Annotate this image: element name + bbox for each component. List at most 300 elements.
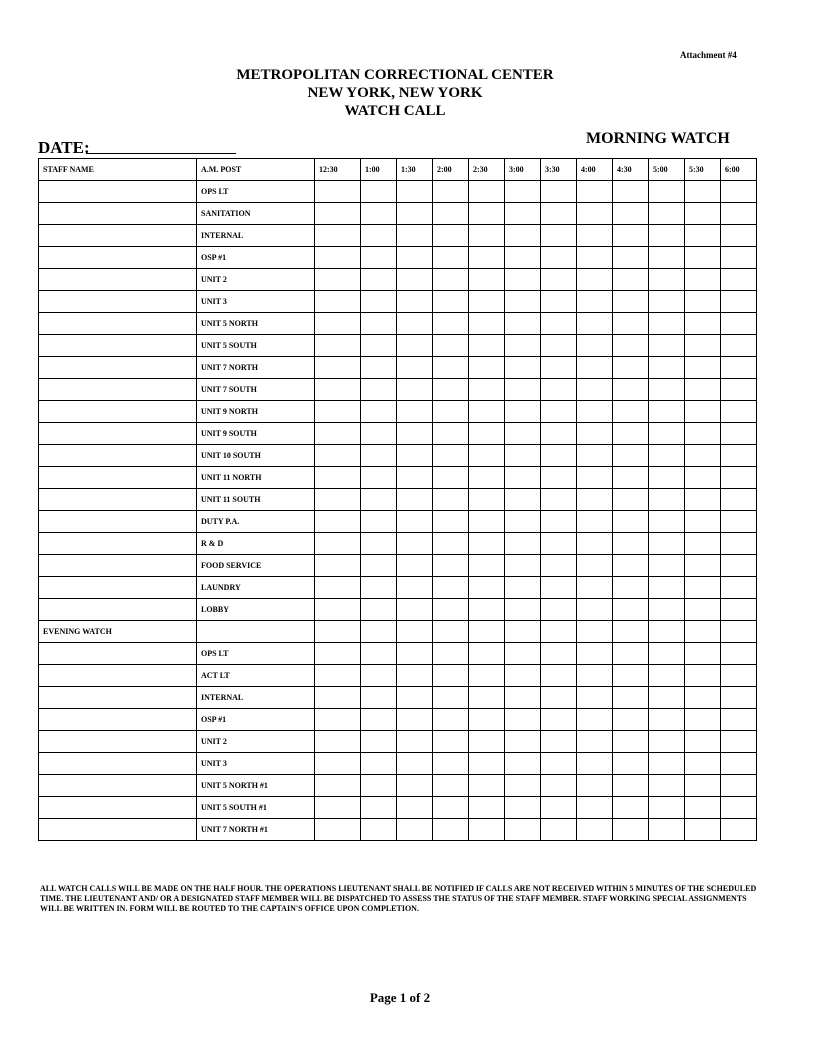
time-check-cell[interactable]	[613, 335, 649, 357]
time-check-cell[interactable]	[315, 797, 361, 819]
time-check-cell[interactable]	[361, 753, 397, 775]
time-check-cell[interactable]	[505, 313, 541, 335]
time-check-cell[interactable]	[613, 247, 649, 269]
time-check-cell[interactable]	[505, 511, 541, 533]
time-check-cell[interactable]	[613, 819, 649, 841]
time-check-cell[interactable]	[685, 819, 721, 841]
time-check-cell[interactable]	[505, 687, 541, 709]
time-check-cell[interactable]	[469, 489, 505, 511]
time-check-cell[interactable]	[577, 247, 613, 269]
time-check-cell[interactable]	[613, 731, 649, 753]
time-check-cell[interactable]	[541, 819, 577, 841]
staff-name-cell[interactable]	[39, 555, 197, 577]
time-check-cell[interactable]	[433, 247, 469, 269]
time-check-cell[interactable]	[397, 709, 433, 731]
time-check-cell[interactable]	[721, 357, 757, 379]
time-check-cell[interactable]	[397, 335, 433, 357]
time-check-cell[interactable]	[361, 291, 397, 313]
time-check-cell[interactable]	[613, 511, 649, 533]
time-check-cell[interactable]	[649, 687, 685, 709]
time-check-cell[interactable]	[315, 621, 361, 643]
time-check-cell[interactable]	[469, 203, 505, 225]
time-check-cell[interactable]	[505, 643, 541, 665]
time-check-cell[interactable]	[613, 379, 649, 401]
time-check-cell[interactable]	[721, 819, 757, 841]
time-check-cell[interactable]	[505, 819, 541, 841]
time-check-cell[interactable]	[505, 599, 541, 621]
time-check-cell[interactable]	[577, 269, 613, 291]
time-check-cell[interactable]	[361, 401, 397, 423]
staff-name-cell[interactable]	[39, 731, 197, 753]
time-check-cell[interactable]	[361, 577, 397, 599]
time-check-cell[interactable]	[577, 203, 613, 225]
time-check-cell[interactable]	[577, 753, 613, 775]
staff-name-cell[interactable]	[39, 511, 197, 533]
time-check-cell[interactable]	[685, 247, 721, 269]
time-check-cell[interactable]	[721, 687, 757, 709]
time-check-cell[interactable]	[649, 335, 685, 357]
staff-name-cell[interactable]	[39, 467, 197, 489]
time-check-cell[interactable]	[541, 775, 577, 797]
time-check-cell[interactable]	[541, 445, 577, 467]
time-check-cell[interactable]	[433, 181, 469, 203]
time-check-cell[interactable]	[649, 423, 685, 445]
time-check-cell[interactable]	[649, 753, 685, 775]
time-check-cell[interactable]	[315, 643, 361, 665]
staff-name-cell[interactable]	[39, 797, 197, 819]
time-check-cell[interactable]	[721, 621, 757, 643]
time-check-cell[interactable]	[433, 731, 469, 753]
time-check-cell[interactable]	[649, 467, 685, 489]
time-check-cell[interactable]	[577, 775, 613, 797]
time-check-cell[interactable]	[613, 489, 649, 511]
time-check-cell[interactable]	[721, 577, 757, 599]
time-check-cell[interactable]	[315, 357, 361, 379]
time-check-cell[interactable]	[649, 621, 685, 643]
time-check-cell[interactable]	[541, 203, 577, 225]
time-check-cell[interactable]	[397, 313, 433, 335]
time-check-cell[interactable]	[505, 775, 541, 797]
time-check-cell[interactable]	[433, 577, 469, 599]
time-check-cell[interactable]	[505, 577, 541, 599]
time-check-cell[interactable]	[505, 247, 541, 269]
time-check-cell[interactable]	[613, 269, 649, 291]
time-check-cell[interactable]	[505, 731, 541, 753]
time-check-cell[interactable]	[721, 445, 757, 467]
time-check-cell[interactable]	[397, 753, 433, 775]
staff-name-cell[interactable]	[39, 357, 197, 379]
staff-name-cell[interactable]	[39, 709, 197, 731]
time-check-cell[interactable]	[577, 665, 613, 687]
staff-name-cell[interactable]	[39, 247, 197, 269]
time-check-cell[interactable]	[541, 687, 577, 709]
time-check-cell[interactable]	[541, 797, 577, 819]
time-check-cell[interactable]	[397, 401, 433, 423]
time-check-cell[interactable]	[649, 489, 685, 511]
time-check-cell[interactable]	[469, 577, 505, 599]
time-check-cell[interactable]	[649, 401, 685, 423]
time-check-cell[interactable]	[649, 533, 685, 555]
time-check-cell[interactable]	[577, 357, 613, 379]
time-check-cell[interactable]	[361, 511, 397, 533]
time-check-cell[interactable]	[721, 379, 757, 401]
time-check-cell[interactable]	[469, 533, 505, 555]
time-check-cell[interactable]	[613, 445, 649, 467]
time-check-cell[interactable]	[541, 731, 577, 753]
time-check-cell[interactable]	[433, 291, 469, 313]
time-check-cell[interactable]	[685, 313, 721, 335]
staff-name-cell[interactable]	[39, 445, 197, 467]
time-check-cell[interactable]	[433, 423, 469, 445]
time-check-cell[interactable]	[469, 511, 505, 533]
time-check-cell[interactable]	[469, 335, 505, 357]
time-check-cell[interactable]	[315, 687, 361, 709]
time-check-cell[interactable]	[613, 709, 649, 731]
time-check-cell[interactable]	[433, 335, 469, 357]
time-check-cell[interactable]	[397, 687, 433, 709]
time-check-cell[interactable]	[361, 203, 397, 225]
time-check-cell[interactable]	[613, 401, 649, 423]
time-check-cell[interactable]	[433, 599, 469, 621]
time-check-cell[interactable]	[315, 225, 361, 247]
time-check-cell[interactable]	[541, 599, 577, 621]
time-check-cell[interactable]	[721, 511, 757, 533]
time-check-cell[interactable]	[613, 753, 649, 775]
time-check-cell[interactable]	[315, 445, 361, 467]
time-check-cell[interactable]	[397, 731, 433, 753]
time-check-cell[interactable]	[397, 511, 433, 533]
time-check-cell[interactable]	[577, 467, 613, 489]
time-check-cell[interactable]	[541, 511, 577, 533]
time-check-cell[interactable]	[577, 577, 613, 599]
time-check-cell[interactable]	[361, 797, 397, 819]
time-check-cell[interactable]	[649, 731, 685, 753]
time-check-cell[interactable]	[649, 797, 685, 819]
time-check-cell[interactable]	[397, 775, 433, 797]
time-check-cell[interactable]	[685, 225, 721, 247]
time-check-cell[interactable]	[315, 665, 361, 687]
staff-name-cell[interactable]	[39, 775, 197, 797]
time-check-cell[interactable]	[361, 379, 397, 401]
time-check-cell[interactable]	[397, 467, 433, 489]
time-check-cell[interactable]	[721, 533, 757, 555]
time-check-cell[interactable]	[577, 225, 613, 247]
time-check-cell[interactable]	[315, 731, 361, 753]
time-check-cell[interactable]	[397, 445, 433, 467]
time-check-cell[interactable]	[613, 555, 649, 577]
time-check-cell[interactable]	[361, 247, 397, 269]
time-check-cell[interactable]	[649, 599, 685, 621]
time-check-cell[interactable]	[541, 335, 577, 357]
time-check-cell[interactable]	[315, 379, 361, 401]
time-check-cell[interactable]	[433, 511, 469, 533]
time-check-cell[interactable]	[685, 401, 721, 423]
time-check-cell[interactable]	[721, 269, 757, 291]
time-check-cell[interactable]	[361, 621, 397, 643]
time-check-cell[interactable]	[649, 775, 685, 797]
time-check-cell[interactable]	[315, 291, 361, 313]
time-check-cell[interactable]	[433, 643, 469, 665]
time-check-cell[interactable]	[469, 313, 505, 335]
time-check-cell[interactable]	[315, 489, 361, 511]
time-check-cell[interactable]	[541, 423, 577, 445]
time-check-cell[interactable]	[577, 379, 613, 401]
time-check-cell[interactable]	[361, 357, 397, 379]
time-check-cell[interactable]	[649, 247, 685, 269]
staff-name-cell[interactable]	[39, 335, 197, 357]
time-check-cell[interactable]	[361, 335, 397, 357]
time-check-cell[interactable]	[469, 709, 505, 731]
time-check-cell[interactable]	[469, 269, 505, 291]
time-check-cell[interactable]	[721, 467, 757, 489]
time-check-cell[interactable]	[685, 467, 721, 489]
time-check-cell[interactable]	[397, 643, 433, 665]
time-check-cell[interactable]	[541, 181, 577, 203]
time-check-cell[interactable]	[315, 511, 361, 533]
time-check-cell[interactable]	[649, 577, 685, 599]
time-check-cell[interactable]	[721, 247, 757, 269]
time-check-cell[interactable]	[577, 555, 613, 577]
time-check-cell[interactable]	[541, 577, 577, 599]
time-check-cell[interactable]	[649, 357, 685, 379]
time-check-cell[interactable]	[577, 181, 613, 203]
time-check-cell[interactable]	[685, 665, 721, 687]
time-check-cell[interactable]	[361, 181, 397, 203]
time-check-cell[interactable]	[685, 731, 721, 753]
time-check-cell[interactable]	[649, 643, 685, 665]
time-check-cell[interactable]	[613, 181, 649, 203]
time-check-cell[interactable]	[433, 203, 469, 225]
time-check-cell[interactable]	[721, 775, 757, 797]
time-check-cell[interactable]	[315, 555, 361, 577]
time-check-cell[interactable]	[361, 269, 397, 291]
time-check-cell[interactable]	[433, 709, 469, 731]
time-check-cell[interactable]	[721, 555, 757, 577]
time-check-cell[interactable]	[721, 423, 757, 445]
time-check-cell[interactable]	[577, 445, 613, 467]
time-check-cell[interactable]	[721, 181, 757, 203]
time-check-cell[interactable]	[505, 665, 541, 687]
staff-name-cell[interactable]	[39, 599, 197, 621]
time-check-cell[interactable]	[613, 775, 649, 797]
time-check-cell[interactable]	[469, 225, 505, 247]
time-check-cell[interactable]	[685, 445, 721, 467]
time-check-cell[interactable]	[721, 643, 757, 665]
time-check-cell[interactable]	[397, 555, 433, 577]
time-check-cell[interactable]	[577, 819, 613, 841]
time-check-cell[interactable]	[685, 709, 721, 731]
time-check-cell[interactable]	[721, 731, 757, 753]
time-check-cell[interactable]	[315, 335, 361, 357]
time-check-cell[interactable]	[469, 357, 505, 379]
time-check-cell[interactable]	[505, 357, 541, 379]
time-check-cell[interactable]	[505, 181, 541, 203]
time-check-cell[interactable]	[505, 203, 541, 225]
time-check-cell[interactable]	[613, 797, 649, 819]
time-check-cell[interactable]	[577, 621, 613, 643]
time-check-cell[interactable]	[361, 489, 397, 511]
time-check-cell[interactable]	[505, 555, 541, 577]
time-check-cell[interactable]	[721, 401, 757, 423]
time-check-cell[interactable]	[649, 709, 685, 731]
time-check-cell[interactable]	[541, 555, 577, 577]
time-check-cell[interactable]	[721, 291, 757, 313]
time-check-cell[interactable]	[433, 665, 469, 687]
time-check-cell[interactable]	[361, 599, 397, 621]
time-check-cell[interactable]	[505, 269, 541, 291]
time-check-cell[interactable]	[721, 599, 757, 621]
staff-name-cell[interactable]	[39, 181, 197, 203]
time-check-cell[interactable]	[685, 335, 721, 357]
time-check-cell[interactable]	[505, 335, 541, 357]
time-check-cell[interactable]	[577, 511, 613, 533]
time-check-cell[interactable]	[433, 445, 469, 467]
staff-name-cell[interactable]	[39, 489, 197, 511]
time-check-cell[interactable]	[685, 687, 721, 709]
time-check-cell[interactable]	[685, 489, 721, 511]
time-check-cell[interactable]	[685, 753, 721, 775]
staff-name-cell[interactable]	[39, 313, 197, 335]
time-check-cell[interactable]	[315, 709, 361, 731]
time-check-cell[interactable]	[469, 467, 505, 489]
time-check-cell[interactable]	[505, 467, 541, 489]
time-check-cell[interactable]	[613, 621, 649, 643]
time-check-cell[interactable]	[613, 291, 649, 313]
time-check-cell[interactable]	[315, 577, 361, 599]
time-check-cell[interactable]	[361, 445, 397, 467]
staff-name-cell[interactable]	[39, 401, 197, 423]
staff-name-cell[interactable]	[39, 643, 197, 665]
time-check-cell[interactable]	[361, 467, 397, 489]
time-check-cell[interactable]	[315, 401, 361, 423]
time-check-cell[interactable]	[469, 291, 505, 313]
time-check-cell[interactable]	[361, 775, 397, 797]
staff-name-cell[interactable]	[39, 269, 197, 291]
time-check-cell[interactable]	[685, 511, 721, 533]
time-check-cell[interactable]	[397, 621, 433, 643]
time-check-cell[interactable]	[613, 665, 649, 687]
time-check-cell[interactable]	[541, 533, 577, 555]
time-check-cell[interactable]	[613, 203, 649, 225]
time-check-cell[interactable]	[685, 379, 721, 401]
time-check-cell[interactable]	[433, 269, 469, 291]
time-check-cell[interactable]	[469, 599, 505, 621]
time-check-cell[interactable]	[685, 269, 721, 291]
time-check-cell[interactable]	[577, 599, 613, 621]
time-check-cell[interactable]	[433, 379, 469, 401]
time-check-cell[interactable]	[649, 511, 685, 533]
staff-name-cell[interactable]	[39, 665, 197, 687]
time-check-cell[interactable]	[315, 269, 361, 291]
time-check-cell[interactable]	[469, 247, 505, 269]
time-check-cell[interactable]	[469, 423, 505, 445]
time-check-cell[interactable]	[315, 753, 361, 775]
time-check-cell[interactable]	[541, 357, 577, 379]
time-check-cell[interactable]	[577, 313, 613, 335]
time-check-cell[interactable]	[469, 665, 505, 687]
time-check-cell[interactable]	[721, 225, 757, 247]
time-check-cell[interactable]	[505, 797, 541, 819]
time-check-cell[interactable]	[685, 599, 721, 621]
time-check-cell[interactable]	[577, 643, 613, 665]
time-check-cell[interactable]	[649, 291, 685, 313]
time-check-cell[interactable]	[469, 555, 505, 577]
time-check-cell[interactable]	[469, 181, 505, 203]
time-check-cell[interactable]	[505, 489, 541, 511]
time-check-cell[interactable]	[541, 313, 577, 335]
time-check-cell[interactable]	[685, 621, 721, 643]
time-check-cell[interactable]	[505, 423, 541, 445]
time-check-cell[interactable]	[613, 357, 649, 379]
time-check-cell[interactable]	[721, 797, 757, 819]
time-check-cell[interactable]	[315, 247, 361, 269]
time-check-cell[interactable]	[577, 797, 613, 819]
time-check-cell[interactable]	[397, 489, 433, 511]
time-check-cell[interactable]	[315, 775, 361, 797]
staff-name-cell[interactable]	[39, 687, 197, 709]
staff-name-cell[interactable]	[39, 379, 197, 401]
time-check-cell[interactable]	[649, 181, 685, 203]
time-check-cell[interactable]	[613, 467, 649, 489]
time-check-cell[interactable]	[433, 775, 469, 797]
time-check-cell[interactable]	[685, 775, 721, 797]
time-check-cell[interactable]	[613, 225, 649, 247]
time-check-cell[interactable]	[469, 687, 505, 709]
time-check-cell[interactable]	[721, 709, 757, 731]
time-check-cell[interactable]	[361, 225, 397, 247]
time-check-cell[interactable]	[315, 423, 361, 445]
time-check-cell[interactable]	[433, 225, 469, 247]
staff-name-cell[interactable]: EVENING WATCH	[39, 621, 197, 643]
time-check-cell[interactable]	[315, 599, 361, 621]
time-check-cell[interactable]	[541, 467, 577, 489]
time-check-cell[interactable]	[397, 599, 433, 621]
time-check-cell[interactable]	[397, 357, 433, 379]
time-check-cell[interactable]	[361, 731, 397, 753]
time-check-cell[interactable]	[685, 291, 721, 313]
time-check-cell[interactable]	[397, 269, 433, 291]
time-check-cell[interactable]	[505, 291, 541, 313]
time-check-cell[interactable]	[685, 423, 721, 445]
time-check-cell[interactable]	[397, 577, 433, 599]
time-check-cell[interactable]	[469, 731, 505, 753]
time-check-cell[interactable]	[315, 203, 361, 225]
time-check-cell[interactable]	[433, 819, 469, 841]
time-check-cell[interactable]	[649, 269, 685, 291]
time-check-cell[interactable]	[397, 291, 433, 313]
time-check-cell[interactable]	[505, 753, 541, 775]
staff-name-cell[interactable]	[39, 533, 197, 555]
staff-name-cell[interactable]	[39, 819, 197, 841]
time-check-cell[interactable]	[685, 533, 721, 555]
time-check-cell[interactable]	[469, 379, 505, 401]
time-check-cell[interactable]	[649, 313, 685, 335]
time-check-cell[interactable]	[433, 313, 469, 335]
time-check-cell[interactable]	[433, 687, 469, 709]
time-check-cell[interactable]	[361, 665, 397, 687]
time-check-cell[interactable]	[541, 401, 577, 423]
time-check-cell[interactable]	[577, 489, 613, 511]
time-check-cell[interactable]	[721, 313, 757, 335]
time-check-cell[interactable]	[577, 423, 613, 445]
time-check-cell[interactable]	[505, 621, 541, 643]
time-check-cell[interactable]	[315, 467, 361, 489]
time-check-cell[interactable]	[361, 819, 397, 841]
staff-name-cell[interactable]	[39, 577, 197, 599]
time-check-cell[interactable]	[649, 379, 685, 401]
time-check-cell[interactable]	[397, 379, 433, 401]
time-check-cell[interactable]	[613, 533, 649, 555]
